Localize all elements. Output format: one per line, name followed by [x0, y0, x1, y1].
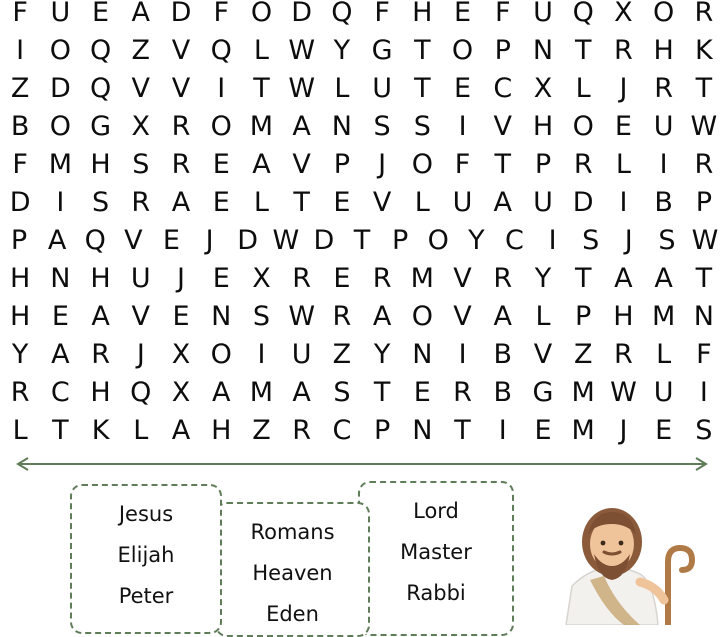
grid-cell: E — [212, 263, 230, 294]
grid-row — [0, 146, 724, 184]
grid-row — [0, 298, 724, 336]
grid-cell: R — [694, 0, 714, 28]
grid-cell: E — [413, 377, 431, 408]
word-item: Rabbi — [406, 581, 466, 605]
grid-cell: A — [252, 149, 271, 180]
grid-cell: A — [211, 377, 231, 408]
grid-cell: L — [615, 149, 631, 180]
grid-cell: N — [50, 263, 71, 294]
grid-cell: O — [210, 339, 232, 370]
grid-cell: F — [374, 0, 390, 28]
grid-cell: Q — [331, 0, 353, 28]
grid-row — [0, 184, 724, 222]
grid-cell: I — [498, 415, 507, 446]
grid-cell: P — [534, 149, 552, 180]
word-item: Peter — [118, 584, 174, 608]
grid-cell: A — [171, 187, 191, 218]
grid-cell: F — [12, 149, 28, 180]
grid-cell: R — [171, 149, 191, 180]
grid-cell: R — [332, 301, 352, 332]
grid-cell: V — [453, 263, 472, 294]
grid-cell: U — [372, 73, 392, 104]
grid-cell: V — [493, 111, 512, 142]
grid-cell: I — [458, 111, 467, 142]
grid-cell: F — [696, 339, 712, 370]
grid-cell: A — [171, 415, 191, 446]
grid-cell: X — [252, 263, 271, 294]
grid-cell: D — [291, 0, 313, 28]
grid-cell: B — [10, 111, 30, 142]
grid-cell: L — [535, 301, 551, 332]
grid-cell: F — [454, 149, 471, 180]
grid-cell: L — [12, 415, 28, 446]
grid-cell: C — [50, 377, 70, 408]
grid-cell: O — [250, 0, 273, 28]
grid-cell: E — [655, 415, 673, 446]
grid-cell: E — [534, 415, 552, 446]
grid-cell: A — [614, 263, 633, 294]
grid-cell: I — [257, 339, 266, 370]
grid-cell: G — [90, 111, 112, 142]
grid-cell: L — [414, 187, 430, 218]
grid-cell: T — [373, 377, 391, 408]
word-item: Eden — [266, 602, 319, 626]
grid-cell: Z — [332, 339, 352, 370]
grid-cell: J — [619, 73, 628, 104]
grid-cell: E — [212, 149, 230, 180]
grid-cell: Z — [131, 35, 151, 66]
grid-row — [0, 32, 724, 70]
grid-cell: H — [90, 149, 111, 180]
grid-cell: V — [453, 301, 472, 332]
grid-cell: I — [458, 339, 467, 370]
grid-cell: U — [291, 339, 312, 370]
grid-cell: Y — [11, 339, 29, 370]
grid-cell: E — [212, 187, 230, 218]
grid-cell: F — [12, 0, 28, 28]
grid-row — [0, 222, 724, 260]
grid-cell: K — [91, 415, 110, 446]
grid-cell: Q — [130, 377, 152, 408]
grid-cell: R — [91, 339, 110, 370]
grid-cell: X — [131, 111, 151, 142]
grid-cell: V — [171, 35, 191, 66]
grid-cell: M — [249, 111, 274, 142]
word-item: Romans — [250, 520, 335, 544]
grid-cell: W — [288, 301, 316, 332]
grid-cell: T — [454, 415, 471, 446]
grid-cell: S — [373, 111, 391, 142]
grid-cell: S — [582, 225, 600, 256]
grid-cell: D — [9, 187, 31, 218]
grid-cell: R — [10, 377, 30, 408]
grid-cell: V — [372, 187, 392, 218]
grid-cell: B — [493, 377, 513, 408]
grid-cell: J — [378, 149, 387, 180]
grid-cell: I — [217, 73, 226, 104]
grid-cell: O — [451, 35, 474, 66]
word-box-3 — [358, 481, 514, 636]
jesus-figure-icon — [528, 500, 718, 625]
grid-cell: J — [619, 415, 628, 446]
grid-cell: J — [177, 263, 185, 294]
grid-cell: D — [572, 187, 594, 218]
grid-cell: Z — [252, 415, 271, 446]
grid-cell: N — [412, 339, 433, 370]
grid-cell: L — [575, 73, 591, 104]
grid-cell: I — [548, 225, 557, 256]
word-item: Heaven — [252, 561, 333, 585]
grid-cell: P — [373, 415, 391, 446]
grid-cell: P — [494, 35, 511, 66]
grid-cell: O — [49, 111, 71, 142]
grid-cell: M — [571, 415, 595, 446]
grid-cell: E — [92, 0, 110, 28]
grid-cell: T — [414, 35, 431, 66]
grid-cell: U — [533, 0, 553, 28]
grid-cell: L — [656, 339, 672, 370]
grid-cell: T — [353, 225, 371, 256]
grid-cell: E — [454, 0, 472, 28]
grid-cell: X — [171, 339, 191, 370]
grid-cell: H — [9, 263, 31, 294]
grid-cell: M — [571, 377, 595, 408]
grid-cell: Z — [573, 339, 593, 370]
grid-cell: D — [237, 225, 259, 256]
grid-cell: C — [332, 415, 352, 446]
grid-cell: P — [10, 225, 28, 256]
grid-cell: R — [292, 415, 312, 446]
grid-cell: W — [288, 35, 316, 66]
grid-cell: P — [391, 225, 409, 256]
grid-cell: T — [293, 187, 310, 218]
grid-cell: T — [574, 263, 592, 294]
grid-cell: O — [210, 111, 232, 142]
grid-cell: H — [90, 377, 111, 408]
grid-cell: T — [695, 263, 713, 294]
grid-cell: I — [659, 149, 668, 180]
word-item: Lord — [413, 499, 459, 523]
grid-cell: E — [333, 187, 351, 218]
grid-cell: R — [292, 263, 312, 294]
grid-cell: N — [331, 111, 352, 142]
divider-arrow — [10, 455, 714, 473]
grid-cell: N — [211, 301, 232, 332]
grid-cell: U — [130, 263, 151, 294]
grid-cell: S — [413, 111, 431, 142]
grid-cell: Y — [534, 263, 552, 294]
grid-cell: J — [205, 225, 214, 256]
grid-cell: J — [624, 225, 633, 256]
grid-cell: T — [414, 73, 431, 104]
grid-cell: L — [133, 415, 149, 446]
word-item: Elijah — [117, 543, 175, 567]
grid-cell: L — [334, 73, 350, 104]
grid-cell: Q — [210, 35, 232, 66]
grid-row — [0, 336, 724, 374]
grid-cell: P — [333, 149, 351, 180]
grid-cell: H — [90, 263, 111, 294]
grid-cell: H — [412, 0, 433, 28]
grid-cell: B — [493, 339, 513, 370]
grid-cell: R — [453, 377, 472, 408]
grid-cell: R — [694, 149, 714, 180]
grid-cell: T — [52, 415, 69, 446]
grid-cell: O — [653, 0, 675, 28]
grid-cell: G — [532, 377, 554, 408]
grid-cell: S — [695, 415, 713, 446]
grid-cell: E — [454, 73, 472, 104]
grid-cell: U — [653, 111, 674, 142]
grid-cell: S — [92, 187, 110, 218]
grid-row — [0, 412, 724, 450]
grid-cell: H — [613, 301, 634, 332]
grid-cell: R — [493, 263, 513, 294]
grid-cell: Q — [84, 225, 106, 256]
grid-cell: W — [690, 111, 718, 142]
word-box-2 — [215, 502, 370, 637]
word-item: Master — [400, 540, 472, 564]
grid-cell: Y — [373, 339, 391, 370]
grid-cell: R — [171, 111, 191, 142]
grid-cell: U — [50, 0, 71, 28]
grid-cell: O — [49, 35, 71, 66]
grid-cell: T — [574, 35, 592, 66]
grid-cell: B — [654, 187, 673, 218]
grid-cell: A — [654, 263, 673, 294]
grid-row — [0, 260, 724, 298]
grid-cell: W — [272, 225, 300, 256]
grid-cell: J — [136, 339, 145, 370]
grid-cell: P — [695, 187, 712, 218]
grid-cell: H — [653, 35, 674, 66]
grid-cell: A — [493, 187, 512, 218]
grid-cell: S — [132, 149, 150, 180]
grid-cell: E — [333, 263, 351, 294]
grid-cell: O — [411, 301, 433, 332]
grid-cell: M — [48, 149, 72, 180]
grid-cell: I — [619, 187, 628, 218]
grid-cell: D — [170, 0, 192, 28]
grid-cell: X — [614, 0, 633, 28]
grid-cell: E — [51, 301, 69, 332]
grid-cell: I — [16, 35, 25, 66]
grid-row — [0, 70, 724, 108]
grid-cell: F — [213, 0, 229, 28]
grid-cell: F — [495, 0, 511, 28]
grid-cell: E — [614, 111, 632, 142]
word-box-1 — [70, 484, 222, 634]
grid-cell: P — [575, 301, 592, 332]
grid-cell: K — [695, 35, 713, 66]
grid-cell: H — [9, 301, 31, 332]
grid-cell: G — [371, 35, 393, 66]
grid-cell: N — [412, 415, 433, 446]
grid-cell: I — [699, 377, 708, 408]
grid-cell: I — [56, 187, 65, 218]
grid-cell: V — [533, 339, 553, 370]
grid-cell: L — [253, 187, 269, 218]
grid-cell: N — [693, 301, 714, 332]
grid-cell: O — [572, 111, 594, 142]
grid-cell: U — [653, 377, 674, 408]
grid-cell: T — [695, 73, 713, 104]
grid-cell: R — [654, 73, 674, 104]
grid-cell: L — [253, 35, 269, 66]
grid-cell: U — [533, 187, 553, 218]
grid-cell: S — [333, 377, 351, 408]
grid-cell: O — [411, 149, 433, 180]
word-item: Jesus — [118, 502, 174, 526]
grid-cell: V — [171, 73, 191, 104]
grid-cell: V — [131, 73, 151, 104]
grid-cell: H — [211, 415, 232, 446]
grid-row — [0, 0, 724, 32]
grid-cell: V — [292, 149, 311, 180]
grid-cell: S — [252, 301, 271, 332]
grid-cell: A — [292, 111, 311, 142]
grid-cell: E — [162, 225, 180, 256]
grid-cell: R — [614, 339, 633, 370]
grid-cell: W — [691, 225, 719, 256]
grid-cell: D — [49, 73, 71, 104]
grid-cell: Q — [572, 0, 594, 28]
grid-cell: V — [131, 301, 151, 332]
grid-cell: R — [131, 187, 151, 218]
grid-cell: N — [532, 35, 554, 66]
grid-cell: D — [313, 225, 335, 256]
grid-cell: S — [658, 225, 676, 256]
grid-row — [0, 108, 724, 146]
grid-cell: Z — [10, 73, 30, 104]
grid-cell: R — [372, 263, 392, 294]
grid-cell: T — [253, 73, 270, 104]
grid-cell: W — [610, 377, 637, 408]
grid-cell: V — [124, 225, 143, 256]
grid-cell: E — [172, 301, 190, 332]
grid-cell: Y — [333, 35, 351, 66]
grid-cell: C — [505, 225, 524, 256]
grid-row — [0, 374, 724, 412]
grid-cell: M — [249, 377, 274, 408]
grid-cell: Y — [468, 225, 485, 256]
grid-cell: A — [47, 225, 67, 256]
grid-cell: R — [614, 35, 633, 66]
grid-cell: T — [494, 149, 512, 180]
grid-cell: M — [410, 263, 434, 294]
grid-cell: A — [91, 301, 110, 332]
grid-cell: A — [292, 377, 311, 408]
grid-cell: A — [131, 0, 151, 28]
grid-cell: W — [288, 73, 316, 104]
grid-cell: X — [171, 377, 191, 408]
grid-cell: A — [372, 301, 392, 332]
grid-cell: A — [493, 301, 512, 332]
grid-cell: O — [427, 225, 449, 256]
grid-cell: X — [533, 73, 553, 104]
grid-cell: A — [51, 339, 70, 370]
grid-cell: H — [532, 111, 554, 142]
grid-cell: Q — [89, 35, 112, 66]
grid-cell: R — [573, 149, 593, 180]
grid-cell: M — [651, 301, 676, 332]
grid-cell: C — [493, 73, 513, 104]
grid-cell: Q — [89, 73, 112, 104]
grid-cell: U — [452, 187, 473, 218]
